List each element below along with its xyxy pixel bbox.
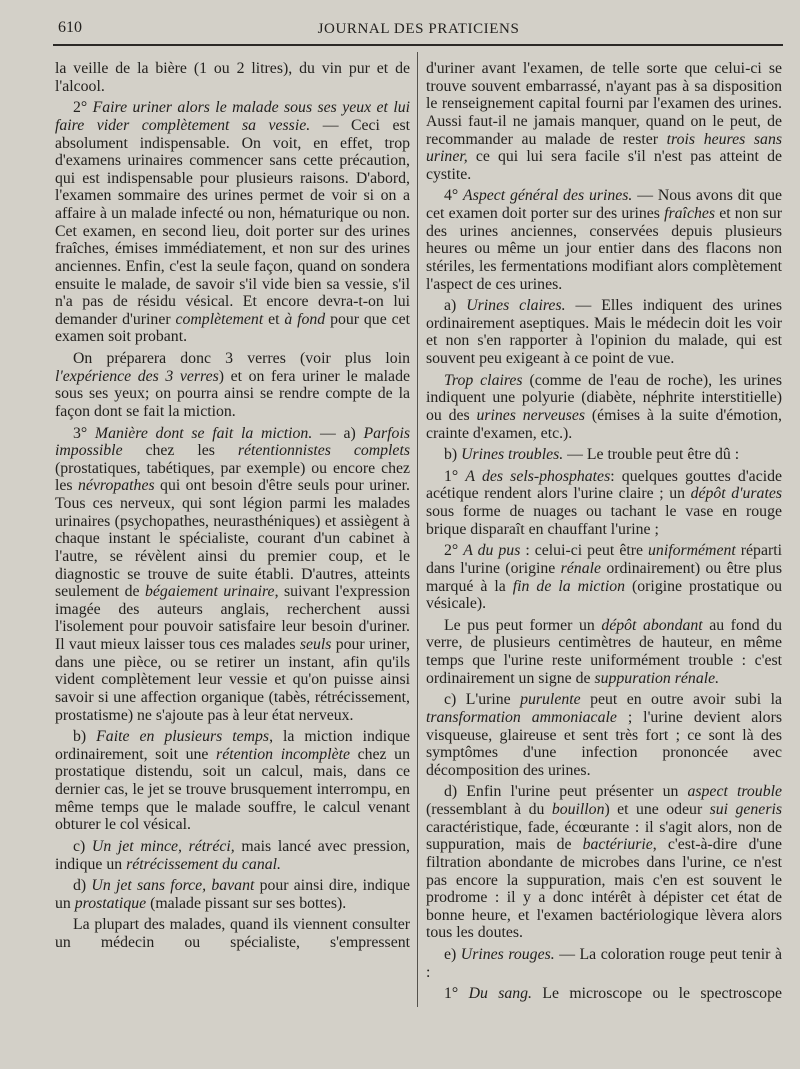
italic-text-run: uniformément [648,542,736,560]
right-column [426,60,782,1008]
text-run: (origine prostatique ou vésicale). [426,577,782,613]
italic-text-run: à fond [284,310,326,328]
italic-text-run: aspect trouble [687,783,782,801]
italic-text-run: urines nerveuses [476,406,586,424]
italic-text-run: Un jet mince, rétréci, [91,837,235,855]
italic-text-run: névropathes [77,477,155,495]
italic-text-run: bégaiement urinaire [145,583,275,601]
text-run: et non sur des urines anciennes, conservées depuis plusieurs heures ou même un jour entier dans des flacons non stériles, les fermentations modifiant alors complètement l'aspect de ces urines. [426,205,783,293]
paragraph [55,916,410,951]
italic-text-run: Urines rouges. [460,946,555,963]
text-run: Le microscope ou le spectroscope [532,985,782,1003]
text-run: Le pus peut former un [444,616,602,634]
text-run: : celui-ci peut être [520,542,649,560]
italic-text-run: seuls [299,636,332,653]
text-run: : quelques gouttes d'acide acétique rendent alors l'urine claire ; un [426,467,783,503]
text-run: On préparera donc 3 verres (voir plus loin [73,350,410,367]
italic-text-run: Un jet sans force, bavant [91,877,255,895]
text-run: pour que cet examen soit probant. [55,310,410,346]
text-run: réparti dans l'urine (origine [426,542,782,577]
paragraph [426,187,782,293]
italic-text-run: fin de la miction [512,577,626,595]
italic-text-run: purulente [520,691,581,709]
paragraph [426,691,782,779]
paragraph [55,877,410,912]
text-run: peut en outre avoir subi la [580,691,782,709]
text-run: qui ont besoin d'être seuls pour uriner. Tous ces nerveux, qui sont légion parmi les malades urinaires (psychopathes, neurasthéniques) et assiègent à chaque instant le spécialiste, courant d'un cabinet à l'autre, se révèlent ainsi du premier coup, et le diagnostic se trouve de suite établi. D'autres, atteints seulement de [55,477,410,601]
italic-text-run: Parfois impossible [55,424,410,460]
paragraph [426,372,782,443]
italic-text-run: Manière dont se fait la miction. [94,424,313,442]
italic-text-run: transformation ammoniacale [426,708,617,726]
text-run: 3° [73,424,95,442]
text-run: b) [444,446,462,464]
italic-text-run: Urines troubles. [461,446,564,464]
text-run: ) et une odeur [604,801,710,818]
text-run: (comme de l'eau de roche), les urines indiquent une polyurie (diabète, néphrite interstitielle) ou des [426,371,782,424]
paragraph [55,838,410,873]
text-run: ; l'urine devient alors visqueuse, glaireuse et sent très fort ; ce sont là des symptômes d'une infection prononcée avec décomposition des urines. [426,708,782,779]
italic-text-run: dépôt abondant [601,616,703,634]
paragraph [426,783,782,942]
text-run: ce qui lui sera facile s'il n'est pas atteint de cystite. [426,148,782,183]
text-run: — Ceci est absolument indispensable. On voit, en effet, trop d'examens urinaires commencer sans cette précaution, qui est indispensable pour plusieurs raisons. D'abord, l'examen sommaire des urines permet de voir si on a affaire à un malade infecté ou non, hématurique ou non. Cet examen, en second lieu, doit porter sur des urines fraîches, émises immédiatement, et non sur des urines anciennes. Enfin, c'est la seule façon, quand on sondera ensuite le malade, de savoir s'il vide bien sa vessie, s'il n'a pas de résidu vésical. Et encore devra-t-on lui demander d'uriner [55,116,411,328]
text-run: c) [73,837,92,855]
italic-text-run: prostatique [74,894,147,912]
text-run: a) [444,297,467,315]
text-run: (prostatiques, tabétiques, par exemple) ou encore chez les [55,459,410,495]
text-run: d) [73,877,92,895]
text-run: sous forme de nuages ou tachant le vase en rouge brique disparaît en chauffant l'urine ; [426,503,782,538]
text-run: pour uriner, dans une pièce, ou se retirer un instant, afin qu'ils vident complètement leur vessie et qu'on puisse ainsi savoir si une affection organique (tabès, rétrécissement, prostatisme) ne s'ajoute pas à leur état nerveux. [55,636,411,724]
left-column [55,60,410,1008]
italic-text-run: rétentionnistes complets [237,442,410,460]
italic-text-run: sui generis [709,801,783,818]
italic-text-run: suppuration rénale. [594,669,720,687]
text-run: 2° [444,542,464,560]
text-run: e) [444,946,461,963]
text-run: ) et on fera uriner le malade sous ses yeux; on pourra ainsi se rendre compte de la façon dont se fait la miction. [55,367,410,420]
paragraph [426,985,782,1003]
italic-text-run: A du pus [463,542,521,560]
page-header [55,18,782,40]
text-run: au fond du verre, de plusieurs centimètres de hauteur, en même temps que l'urine reste uniformément trouble : c'est ordinairement un signe de [426,616,782,687]
text-run: (ressemblant à du [426,801,552,818]
text-run: , c'est-à-dire d'une filtration abondante de microbes dans l'urine, ce n'est pas encore la suppuration, mais c'en est souvent le prodrome : il y a donc intérêt à dépister cet état de bonne heure, et l'examen bactériologique lèvera alors tous les doutes. [426,836,782,942]
page-number: 610 [58,19,82,36]
text-run: 2° [73,99,93,117]
text-run: c) L'urine [444,691,521,709]
text-run: la veille de la bière (1 ou 2 litres), du vin pur et de l'alcool. [55,60,410,95]
text-run: 4° [444,187,464,205]
text-run: chez un prostatique distendu, soit un calcul, mais, dans ce dernier cas, le jet se trouve brusquement interrompu, en même temps que le malade souffre, le calcul venant obturer le col vésical. [55,745,410,834]
paragraph [426,617,782,688]
text-run: caractéristique, fade, écœurante : il s'agit alors, non de suppuration, mais de [426,818,782,854]
italic-text-run: bouillon [551,801,605,818]
text-run: ordinairement) ou être plus marqué à la [426,559,782,595]
text-run: b) [73,728,97,746]
italic-text-run: Urines claires. [466,297,566,315]
italic-text-run: Faite en plusieurs temps [96,728,270,746]
text-run: — Le trouble peut être dû : [563,446,740,464]
text-run: et [263,310,285,328]
italic-text-run: bactériurie [582,836,653,854]
paragraph [426,297,782,368]
italic-text-run: dépôt d'urates [690,485,782,503]
paragraph [55,350,410,421]
text-run: — Nous avons dit que cet examen doit porter sur des urines [426,187,782,222]
text-run: — a) [312,424,364,442]
paragraph [55,728,410,834]
text-run: La plupart des malades, quand ils viennent consulter un médecin ou spécialiste, s'empressent [55,916,410,951]
paragraph [426,446,782,464]
italic-text-run: complètement [175,310,264,328]
italic-text-run: rétrécissement du canal. [126,855,281,873]
paragraph [426,60,782,183]
journal-title: JOURNAL DES PRATICIENS [317,21,520,37]
paragraph [55,99,410,346]
text-run: — Elles indiquent des urines ordinairement aseptiques. Mais le médecin doit les voir et non s'en rapporter à l'opinion du malade, qui est souvent peu exigeant à ce point de vue. [426,297,782,367]
italic-text-run: fraîches [664,205,716,222]
header-rule [53,44,783,46]
text-run: d) Enfin l'urine peut présenter un [444,783,688,801]
text-run: 1° [444,467,466,485]
column-divider [417,52,418,1007]
italic-text-run: rénale [560,559,601,577]
italic-text-run: Trop claires [444,371,523,389]
text-run: (malade pissant sur ses bottes). [146,894,347,912]
italic-text-run: l'expérience des 3 verres [55,367,219,385]
italic-text-run: trois heures sans uriner, [426,130,783,166]
italic-text-run: Aspect général des urines. [463,187,633,205]
text-run: chez les [122,442,238,460]
text-run: d'uriner avant l'examen, de telle sorte que celui-ci se trouve souvent embarrassé, n'ayant pas à sa disposition le renseignement capital fourni par l'examen des urines. Aussi faut-il ne jamais manquer, quand on le peut, de recommander au malade de rester [426,60,782,148]
italic-text-run: Faire uriner alors le malade sous ses yeux et lui faire vider complètement sa vessie. [55,99,410,134]
text-run: , la miction indique ordinairement, soit une [55,728,411,763]
paragraph [55,425,410,725]
text-run: 1° [444,985,469,1003]
italic-text-run: Du sang. [468,985,533,1003]
italic-text-run: rétention incomplète [216,745,351,763]
paragraph [426,542,782,613]
paragraph [426,946,782,981]
text-run: pour ainsi dire, indique un [55,877,410,912]
text-run: (émises à la suite d'émotion, crainte d'examen, etc.). [426,406,782,442]
text-run: , suivant l'expression imagée des auteurs anglais, recherchent aussi l'isolement pour pouvoir satisfaire leur besoin d'uriner. Il vaut mieux laisser tous ces malades [55,583,410,653]
paragraph [55,60,410,95]
left-column-text [55,60,410,952]
right-column-text [426,60,782,1003]
italic-text-run: A des sels-phosphates [465,467,611,485]
paragraph [426,468,782,539]
text-run: mais lancé avec pression, indique un [55,837,410,873]
text-run: — La coloration rouge peut tenir à : [426,946,782,981]
